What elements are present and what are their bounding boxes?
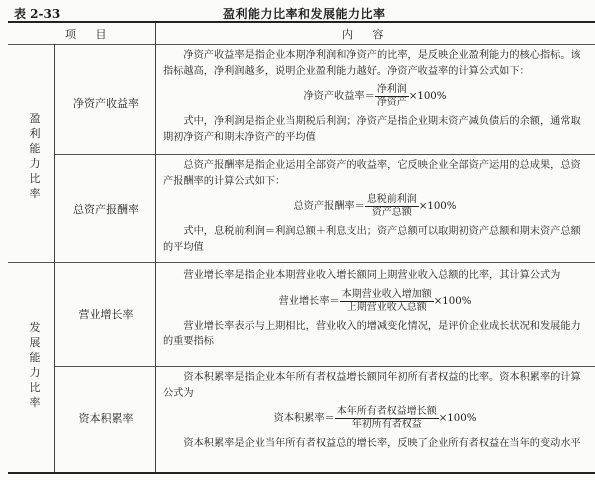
formula-lhs: 营业增长率 <box>278 295 330 307</box>
row-note: 资本积累率是企业当年所有者权益总的增长率，反映了企业所有者权益在当年的变动水平 <box>183 438 581 449</box>
formula: 总资产报酬率＝ $\frac{\text{息税前利润}}{\text{资产总额}}$ ×100% <box>293 194 457 218</box>
row-name-revenue-growth: 营业增长率 <box>78 308 134 321</box>
formula-suffix: ×100% <box>433 295 472 307</box>
category-label-profitability: 盈 利 能 力 比 率 <box>29 112 41 200</box>
row-intro: 营业增长率是指企业本期营业收入增长额同上期营业收入总额的比率，其计算公式为 <box>183 270 561 281</box>
row-name-capital-accumulation: 资本积累率 <box>78 412 134 425</box>
table-title: 盈利能力比率和发展能力比率 <box>223 7 386 21</box>
category-divider <box>8 262 595 263</box>
column-divider <box>155 23 156 472</box>
row-divider <box>54 366 595 367</box>
formula-suffix: ×100% <box>438 412 477 424</box>
row-intro: 净资产收益率是指企业本期净利润和净资产的比率，是反映企业盈利能力的核心指标。该指标越高，净利润越多，说明企业盈利能力越好。净资产收益率的计算公式如下： <box>163 50 581 77</box>
row-note: 式中，净利润是指企业当期税后利润；净资产是指企业期末资产减负债后的余额，通常取期初净资产和期末净资产的平均值 <box>163 116 581 143</box>
row-note: 营业增长率表示与上期相比，营业收入的增减变化情况，是评价企业成长状况和发展能力的重要指标 <box>163 320 581 347</box>
formula-fraction <box>335 406 439 431</box>
formula-denominator: 资产总额 <box>371 207 412 218</box>
formula: 资本积累率＝ $\frac{\text{本年所有者权益增长额}}{\text{年初所有者权益}}$ ×100% <box>273 406 477 430</box>
formula-numerator: 本年所有者权益增长额 <box>336 406 437 417</box>
formula-numerator: 净利润 <box>376 84 407 95</box>
row-name-roe: 净资产收益率 <box>73 97 139 110</box>
header-item: 项 目 <box>65 28 115 41</box>
formula-numerator: 本期营业收入增加额 <box>341 288 432 300</box>
formula-lhs: 净资产收益率 <box>303 90 365 102</box>
formula-fraction <box>365 194 419 219</box>
row-note: 式中，息税前利润＝利润总额＋利息支出；资产总额可以取期初资产总额和期末资产总额的平均值 <box>163 226 581 253</box>
row-intro: 总资产报酬率是指企业运用全部资产的收益率，它反映企业全部资产运用的总成果，总资产报酬率的计算公式如下： <box>163 160 581 187</box>
formula-denominator: 上期营业收入总额 <box>346 301 427 313</box>
formula-lhs: 资本积累率 <box>273 412 325 424</box>
table-number: 表 2-33 <box>14 7 61 21</box>
header-content: 内 容 <box>342 28 392 41</box>
row-name-roa: 总资产报酬率 <box>73 203 139 216</box>
row-content-roa <box>163 158 587 260</box>
formula-suffix: ×100% <box>418 200 457 212</box>
row-content-revenue-growth <box>163 268 587 364</box>
formula-denominator: 年初所有者权益 <box>351 419 422 430</box>
header-rule <box>8 44 595 45</box>
row-content-roe <box>163 48 587 152</box>
category-label-development: 发 展 能 力 比 率 <box>29 321 41 409</box>
formula: 净资产收益率＝ $\frac{\text{净利润}}{\text{净资产}}$ ×100% <box>303 84 447 108</box>
formula-denominator: 净资产 <box>376 97 407 108</box>
formula-fraction <box>375 84 409 109</box>
bottom-rule <box>8 472 595 474</box>
formula: 营业增长率＝ $\frac{\text{本期营业收入增加额}}{\text{上期营业收入总额}}$ ×100% <box>278 288 472 313</box>
formula-lhs: 总资产报酬率 <box>293 200 355 212</box>
top-rule <box>8 21 595 23</box>
formula-fraction <box>340 289 434 314</box>
row-content-capital-accumulation <box>163 370 587 470</box>
row-divider <box>54 154 595 155</box>
row-intro: 资本积累率是指企业本年所有者权益增长额同年初所有者权益的比率。资本积累率的计算公式为 <box>163 372 581 399</box>
formula-suffix: ×100% <box>408 90 447 102</box>
column-divider <box>54 44 55 472</box>
formula-numerator: 息税前利润 <box>366 194 417 205</box>
table-caption <box>8 3 588 21</box>
